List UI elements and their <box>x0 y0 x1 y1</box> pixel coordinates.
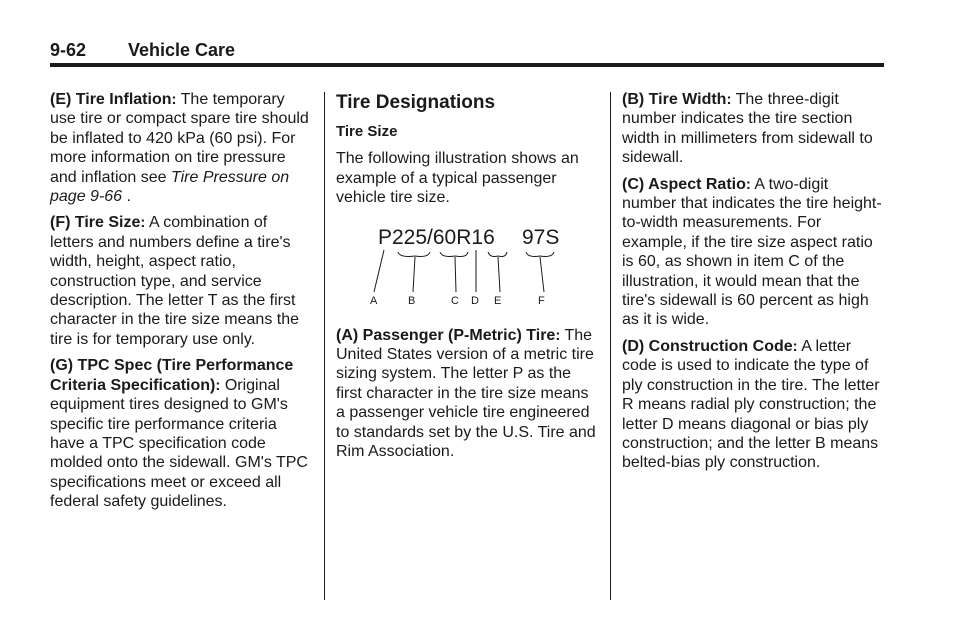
callout-leaders <box>374 250 554 292</box>
tire-size-illustration <box>370 222 600 314</box>
callout-letter-b: B <box>408 294 416 307</box>
paragraph-construction-code: (D) Construction Code: A letter code is used to indicate the type of ply construction in the tire. The letter R means radial ply construction; the letter D means diagonal or bias ply construction; and the letter B means belted-bias ply construction. <box>622 337 880 472</box>
tire-size-diagram <box>370 222 600 314</box>
paragraph-tire-inflation: (E) Tire Inflation: The temporary use tire or compact spare tire should be inflated to 420 kPa (60 psi). For more information on tire pressure and inflation see Tire Pressure on page 9-66 . <box>50 91 309 206</box>
term-label: (G) TPC Spec (Tire Performance Criteria Specification) <box>50 357 294 394</box>
subsection-heading: Tire Size <box>336 123 398 140</box>
term-label: (D) Construction Code <box>622 337 793 355</box>
column-middle <box>336 90 600 468</box>
paragraph-text: A two-digit number that indicates the tire height-to-width measurements. For example, if the tire size aspect ratio is 60, as shown in item C of the illustration, it would mean that the tire's sidewall is 60 percent as high as it is wide. <box>622 175 882 329</box>
page-number: 9-62 <box>50 40 87 60</box>
leader-b <box>398 252 430 292</box>
paragraph-tpc-spec: (G) TPC Spec (Tire Performance Criteria Specification): Original equipment tires designed to GM's specific tire performance criteria have a TPC specification code molded onto the sidewall. GM's TPC specifications meet or exceed all federal safety guidelines. <box>50 357 308 511</box>
callout-letter-f: F <box>538 294 545 307</box>
paragraph-text: A combination of letters and numbers define a tire's width, height, aspect ratio, construction type, and service description. The letter T as the first character in the tire size means the tire is for temporary use only. <box>50 214 300 348</box>
paragraph-tire-width: (B) Tire Width: The three-digit number indicates the tire section width in millimeters from sidewall to sidewall. <box>622 91 873 167</box>
paragraph-text: The three-digit number indicates the tire section width in millimeters from sidewall to sidewall. <box>622 91 873 167</box>
column-divider-1 <box>324 92 325 600</box>
callout-letter-a: A <box>370 294 378 307</box>
column-right <box>622 90 886 480</box>
tire-code-main: P225/60R16 <box>378 225 495 249</box>
section-heading: Tire Designations <box>336 92 496 113</box>
term-label: (A) Passenger (P-Metric) Tire <box>336 326 556 344</box>
leader-a <box>374 250 384 292</box>
paragraph-aspect-ratio: (C) Aspect Ratio: A two-digit number that indicates the tire height-to-width measurements. For example, if the tire size aspect ratio is 60, as shown in item C of the illustration, it would mean that the tire's sidewall is 60 percent as high as it is wide. <box>622 175 882 329</box>
intro-paragraph: The following illustration shows an example of a typical passenger vehicle tire size. <box>336 150 579 207</box>
term-label: (C) Aspect Ratio <box>622 175 746 193</box>
paragraph-tire-size: (F) Tire Size: A combination of letters and numbers define a tire's width, height, aspect ratio, construction type, and service description. The letter T as the first character in the tire size means the tire is for temporary use only. <box>50 214 300 348</box>
leader-e <box>488 252 507 292</box>
cross-reference-link[interactable]: Tire Pressure on page 9-66 <box>50 168 290 206</box>
header-rule <box>50 63 884 67</box>
callout-letter-d: D <box>471 294 479 307</box>
paragraph-passenger-tire: (A) Passenger (P-Metric) Tire: The United States version of a metric tire sizing system. The letter P as the first character in the tire size means a passenger vehicle tire engineered to standards set by the U.S. Tire and Rim Association. <box>336 326 596 461</box>
term-label: (F) Tire Size <box>50 214 141 232</box>
term-label: (E) Tire Inflation <box>50 91 172 108</box>
column-divider-2 <box>610 92 611 600</box>
paragraph-text: A letter code is used to indicate the type of ply construction in the tire. The letter R means radial ply construction; the letter D means diagonal or bias ply construction; and the letter B means belted-bias ply construction. <box>622 337 880 472</box>
leader-f <box>526 252 554 292</box>
page-header <box>50 38 884 68</box>
callout-letter-e: E <box>494 294 502 307</box>
callout-letter-c: C <box>451 294 459 307</box>
paragraph-text: The United States version of a metric tire sizing system. The letter P as the first character in the tire size means a passenger vehicle tire engineered to standards set by the U.S. Tire and Rim Association. <box>336 326 596 461</box>
term-label: (B) Tire Width <box>622 91 727 108</box>
column-left <box>50 90 312 519</box>
tire-code-service: 97S <box>522 225 560 249</box>
section-title: Vehicle Care <box>128 40 236 60</box>
paragraph-text: The temporary use tire or compact spare tire should be inflated to 420 kPa (60 psi). For more information on tire pressure and inflation see <box>50 91 309 186</box>
paragraph-text: Original equipment tires designed to GM's specific tire performance criteria have a TPC specification code molded onto the sidewall. GM's TPC specifications meet or exceed all federal safety guidelines. <box>50 376 308 511</box>
leader-c <box>440 252 468 292</box>
